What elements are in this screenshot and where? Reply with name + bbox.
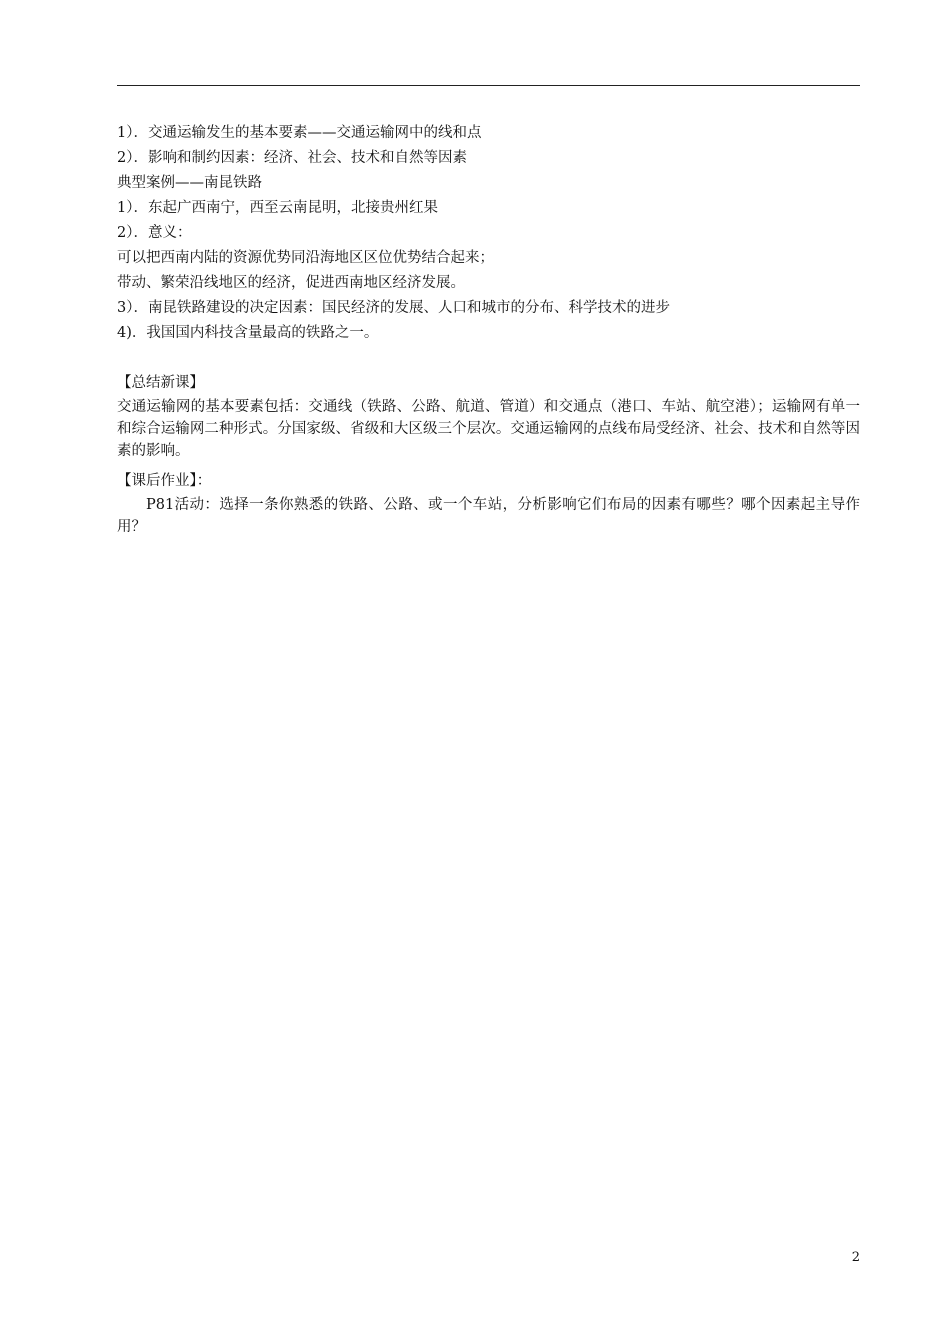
- significance-line-2: 带动、繁荣沿线地区的经济，促进西南地区经济发展。: [117, 275, 465, 291]
- summary-heading: 【总结新课】: [117, 375, 204, 391]
- decisive-factors-line: 3）．南昆铁路建设的决定因素：国民经济的发展、人口和城市的分布、科学技术的进步: [117, 300, 670, 316]
- case-study-heading: 典型案例——南昆铁路: [117, 175, 262, 191]
- route-description-line: 1）．东起广西南宁，西至云南昆明，北接贵州红果: [117, 200, 438, 216]
- homework-paragraph: P81活动：选择一条你熟悉的铁路、公路、或一个车站，分析影响它们布局的因素有哪些？哪个因素起主导作用？: [117, 497, 860, 535]
- header-rule: [117, 85, 860, 86]
- factor-elements-line: 1）．交通运输发生的基本要素——交通运输网中的线和点: [117, 125, 482, 141]
- factor-constraints-line: 2）．影响和制约因素：经济、社会、技术和自然等因素: [117, 150, 467, 166]
- tech-content-line: 4)．我国国内科技含量最高的铁路之一。: [117, 325, 379, 341]
- significance-label: 2）．意义：: [117, 225, 192, 241]
- page-number: 2: [851, 1250, 860, 1265]
- homework-heading: 【课后作业】：: [117, 473, 212, 489]
- significance-line-1: 可以把西南内陆的资源优势同沿海地区区位优势结合起来；: [117, 250, 494, 266]
- summary-paragraph: 交通运输网的基本要素包括：交通线（铁路、公路、航道、管道）和交通点（港口、车站、航空港）；运输网有单一和综合运输网二种形式。分国家级、省级和大区级三个层次。交通运输网的点线布局受经济、社会、技术和自然等因素的影响。: [117, 399, 860, 459]
